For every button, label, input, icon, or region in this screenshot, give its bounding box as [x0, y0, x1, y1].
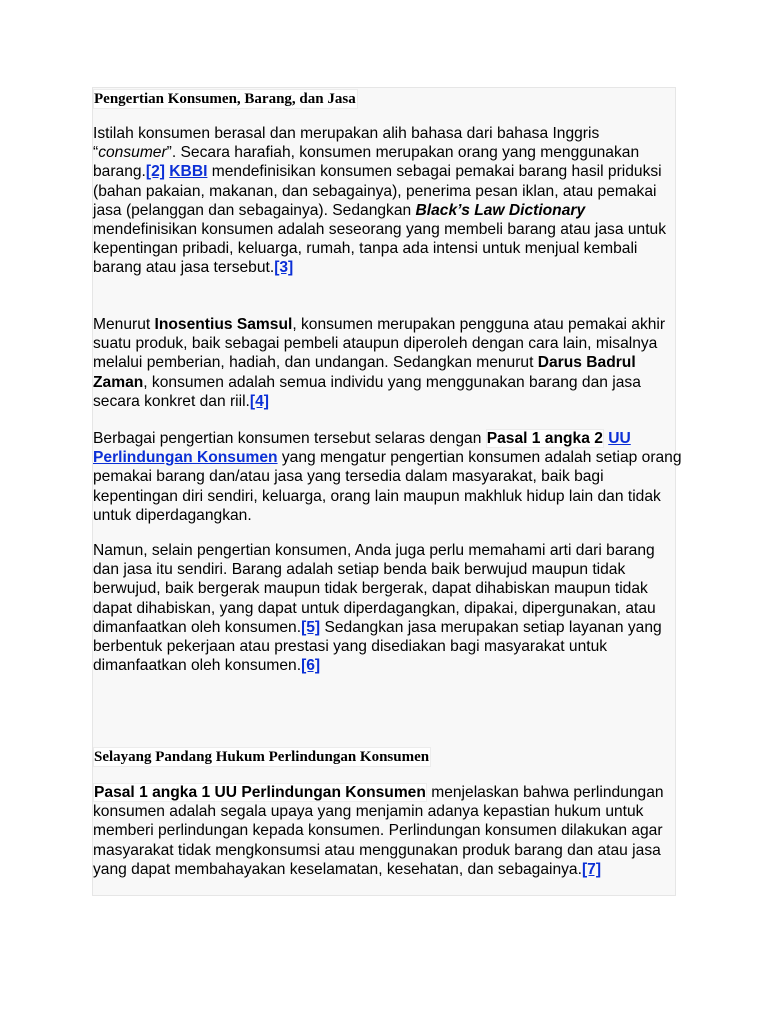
name-darus-badrul-zaman: Darus Badrul Zaman	[93, 354, 636, 391]
footnote-link-6[interactable]: [6]	[301, 657, 321, 675]
section-heading-konsumen: Pengertian Konsumen, Barang, dan Jasa	[94, 91, 356, 107]
paragraph-istilah-konsumen: Istilah konsumen berasal dan merupakan alih bahasa dari bahasa Inggris “consumer”. Secara harafiah, konsumen merupakan orang yang menggunakan barang.[2] KBBI mendefinisikan konsumen sebagai pemakai barang hasil priduksi (bahan pakaian, makanan, dan sebagainya), penerima pesan iklan, atau pemakai jasa (pelanggan dan sebagainya). Sedangkan Black’s Law Dictionary mendefinisikan konsumen adalah seseorang yang membeli barang atau jasa untuk kepentingan pribadi, keluarga, rumah, tanpa ada intensi untuk menjual kembali barang atau jasa tersebut.[3]	[93, 125, 667, 277]
paragraph-pasal-1-angka-1: Pasal 1 angka 1 UU Perlindungan Konsumen menjelaskan bahwa perlindungan konsumen adalah segala upaya yang menjamin adanya kepastian hukum untuk memberi perlindungan kepada konsumen. Perlindungan konsumen dilakukan agar masyarakat tidak mengkonsumsi atau menggunakan produk barang dan atau jasa yang dapat membahayakan keselamatan, kesehatan, dan sebagainya.[7]	[93, 784, 664, 878]
blacks-law-dictionary: Black’s Law Dictionary	[415, 201, 586, 219]
kbbi-link[interactable]: KBBI	[169, 163, 208, 181]
paragraph-barang-dan-jasa: Namun, selain pengertian konsumen, Anda juga perlu memahami arti dari barang dan jasa itu sendiri. Barang adalah setiap benda baik berwujud maupun tidak berwujud, baik bergerak maupun tidak bergerak, dapat dihabiskan maupun tidak dapat dihabiskan, yang dapat untuk diperdagangkan, dipakai, dipergunakan, atau dimanfaatkan oleh konsumen.[5] Sedangkan jasa merupakan setiap layanan yang berbentuk pekerjaan atau prestasi yang disediakan bagi masyarakat untuk dimanfaatkan oleh konsumen.[6]	[93, 542, 662, 675]
footnote-link-4[interactable]: [4]	[249, 392, 269, 410]
footnote-link-3[interactable]: [3]	[274, 259, 294, 277]
section-heading-hukum-perlindungan: Selayang Pandang Hukum Perlindungan Konsumen	[94, 749, 430, 765]
paragraph-menurut-ahli: Menurut Inosentius Samsul, konsumen merupakan pengguna atau pemakai akhir suatu produk, baik sebagai pembeli ataupun diperoleh dengan cara lain, misalnya melalui pemberian, hadiah, dan undangan. Sedangkan menurut Darus Badrul Zaman, konsumen adalah semua individu yang menggunakan barang dan jasa secara konkret dan riil.[4]	[93, 316, 666, 410]
footnote-link-5[interactable]: [5]	[301, 618, 321, 636]
footnote-link-7[interactable]: [7]	[581, 860, 602, 878]
pasal-1-angka-1-uu: Pasal 1 angka 1 UU Perlindungan Konsumen	[94, 784, 426, 801]
pasal-1-angka-2: Pasal 1 angka 2	[486, 430, 603, 447]
term-consumer: consumer	[98, 144, 167, 162]
footnote-link-2[interactable]: [2]	[145, 163, 165, 181]
uu-perlindungan-konsumen-link[interactable]: UU Perlindungan Konsumen	[93, 430, 631, 467]
name-inosentius-samsul: Inosentius Samsul	[154, 316, 293, 333]
paragraph-pasal-1-angka-2: Berbagai pengertian konsumen tersebut selaras dengan Pasal 1 angka 2 UU Perlindungan Konsumen yang mengatur pengertian konsumen adalah setiap orang pemakai barang dan/atau jasa yang tersedia dalam masyarakat, baik bagi kepentingan diri sendiri, keluarga, orang lain maupun makhluk hidup lain dan tidak untuk diperdagangkan.	[93, 430, 682, 524]
